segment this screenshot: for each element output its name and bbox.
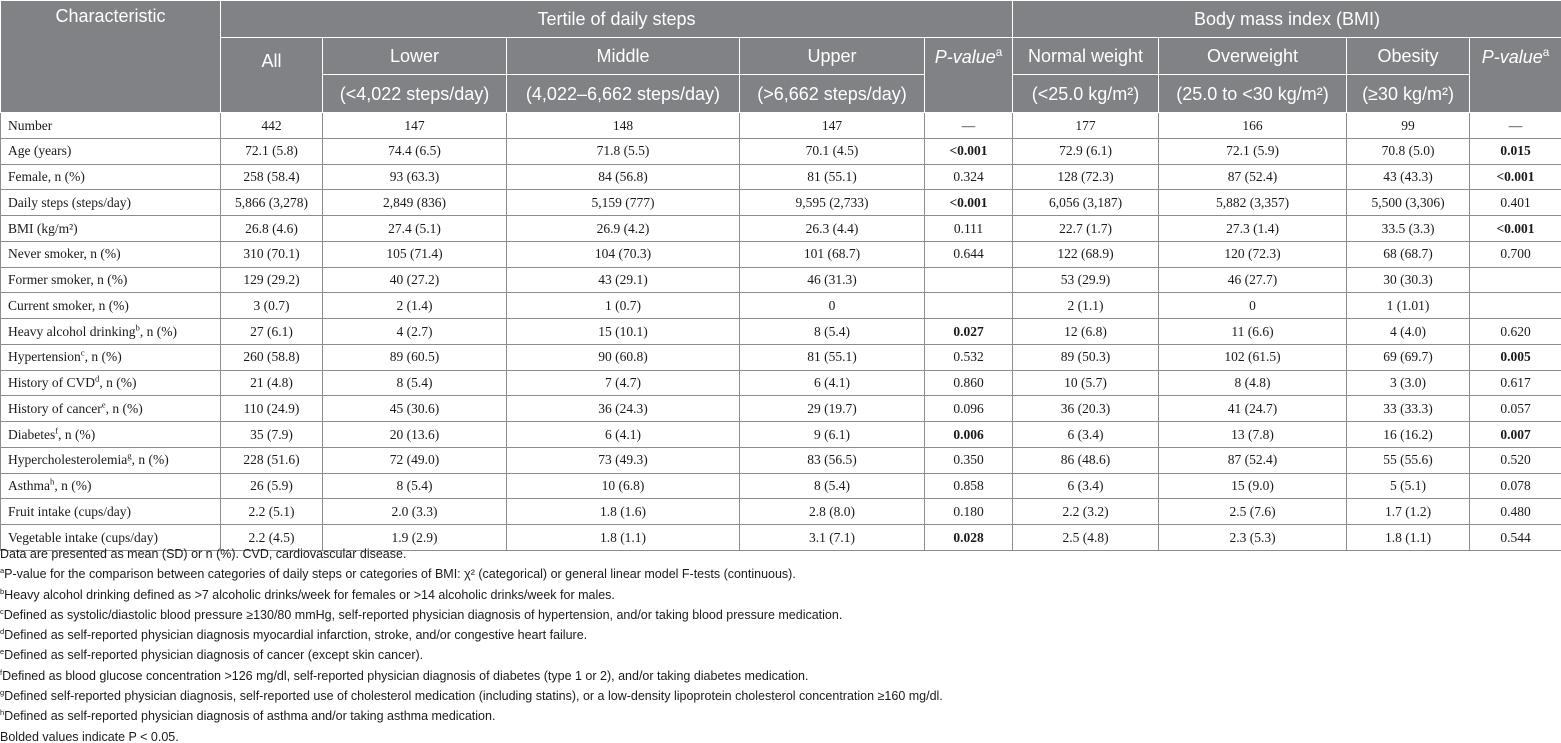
footnote-mark: f [55, 425, 59, 436]
cell-lower: 8 (5.4) [323, 473, 507, 499]
cell-obesity: 43 (43.3) [1347, 164, 1470, 190]
cell-p-steps: 0.028 [925, 525, 1013, 551]
cell-p-bmi: 0.401 [1470, 190, 1561, 216]
p-value-footnote-mark: a [1542, 46, 1550, 59]
cell-p-bmi: 0.005 [1470, 344, 1561, 370]
cell-middle: 26.9 (4.2) [507, 216, 740, 242]
cell-upper: 81 (55.1) [740, 164, 925, 190]
row-label-tail: , n (%) [84, 349, 122, 365]
cell-lower: 147 [323, 113, 507, 139]
cell-all: 129 (29.2) [221, 267, 323, 293]
cell-all: 258 (58.4) [221, 164, 323, 190]
footnote-mark: e [101, 399, 106, 410]
cell-lower: 93 (63.3) [323, 164, 507, 190]
cell-p-steps: <0.001 [925, 190, 1013, 216]
cell-lower: 20 (13.6) [323, 422, 507, 448]
cell-lower: 40 (27.2) [323, 267, 507, 293]
cell-all: 110 (24.9) [221, 396, 323, 422]
cell-obesity: 68 (68.7) [1347, 241, 1470, 267]
header-p-value-bmi [1470, 38, 1561, 113]
footnote [0, 544, 1561, 564]
footnote [0, 686, 1561, 706]
row-label [1, 473, 221, 499]
cell-normal: 128 (72.3) [1013, 164, 1159, 190]
cell-normal: 2.2 (3.2) [1013, 499, 1159, 525]
cell-all: 27 (6.1) [221, 319, 323, 345]
cell-p-bmi: 0.057 [1470, 396, 1561, 422]
cell-p-bmi [1470, 267, 1561, 293]
cell-all: 26.8 (4.6) [221, 216, 323, 242]
cell-all: 5,866 (3,278) [221, 190, 323, 216]
cell-overweight: 2.5 (7.6) [1159, 499, 1347, 525]
cell-all: 442 [221, 113, 323, 139]
table-row [1, 499, 1561, 525]
table-row [1, 190, 1561, 216]
header-obesity: Obesity [1347, 38, 1470, 75]
cell-obesity: 1 (1.01) [1347, 293, 1470, 319]
table-row [1, 422, 1561, 448]
cell-overweight: 166 [1159, 113, 1347, 139]
table-row [1, 267, 1561, 293]
cell-middle: 1.8 (1.1) [507, 525, 740, 551]
cell-lower: 4 (2.7) [323, 319, 507, 345]
cell-p-steps: <0.001 [925, 138, 1013, 164]
footnote-mark: h [0, 708, 5, 718]
cell-upper: 9 (6.1) [740, 422, 925, 448]
footnote-text: Heavy alcohol drinking defined as >7 alcoholic drinks/week for females or >14 alcoholic drinks/week for males. [4, 587, 615, 602]
cell-overweight: 87 (52.4) [1159, 447, 1347, 473]
cell-overweight: 72.1 (5.9) [1159, 138, 1347, 164]
table-row [1, 293, 1561, 319]
cell-normal: 6 (3.4) [1013, 473, 1159, 499]
footnote [0, 727, 1561, 743]
row-label [1, 447, 221, 473]
cell-normal: 86 (48.6) [1013, 447, 1159, 473]
table-body [1, 113, 1561, 551]
cell-overweight: 102 (61.5) [1159, 344, 1347, 370]
cell-p-bmi: 0.015 [1470, 138, 1561, 164]
cell-middle: 71.8 (5.5) [507, 138, 740, 164]
footnote-mark: h [50, 476, 55, 487]
cell-obesity: 33 (33.3) [1347, 396, 1470, 422]
header-overweight-range: (25.0 to <30 kg/m²) [1159, 75, 1347, 113]
cell-lower: 2.0 (3.3) [323, 499, 507, 525]
cell-obesity: 99 [1347, 113, 1470, 139]
cell-p-steps: 0.532 [925, 344, 1013, 370]
cell-p-steps [925, 267, 1013, 293]
cell-lower: 45 (30.6) [323, 396, 507, 422]
cell-p-steps: 0.644 [925, 241, 1013, 267]
table-row [1, 164, 1561, 190]
footnote-mark: d [0, 627, 5, 637]
cell-p-bmi: — [1470, 113, 1561, 139]
cell-p-steps: 0.027 [925, 319, 1013, 345]
cell-upper: 8 (5.4) [740, 473, 925, 499]
cell-normal: 12 (6.8) [1013, 319, 1159, 345]
row-label [1, 164, 221, 190]
header-upper-range: (>6,662 steps/day) [740, 75, 925, 113]
cell-overweight: 11 (6.6) [1159, 319, 1347, 345]
footnote [0, 605, 1561, 625]
cell-upper: 147 [740, 113, 925, 139]
cell-middle: 73 (49.3) [507, 447, 740, 473]
row-label-text: Diabetes [8, 426, 56, 442]
table-footnotes [0, 544, 1561, 743]
row-label-text: BMI (kg/m²) [8, 220, 78, 236]
cell-overweight: 5,882 (3,357) [1159, 190, 1347, 216]
footnote-mark: b [135, 322, 140, 333]
cell-upper: 0 [740, 293, 925, 319]
footnote [0, 666, 1561, 686]
cell-p-bmi: 0.007 [1470, 422, 1561, 448]
cell-middle: 148 [507, 113, 740, 139]
cell-middle: 15 (10.1) [507, 319, 740, 345]
cell-p-bmi: 0.520 [1470, 447, 1561, 473]
cell-all: 21 (4.8) [221, 370, 323, 396]
cell-upper: 83 (56.5) [740, 447, 925, 473]
p-value-label: P-value [1481, 47, 1543, 67]
cell-normal: 177 [1013, 113, 1159, 139]
cell-obesity: 4 (4.0) [1347, 319, 1470, 345]
cell-p-bmi: 0.617 [1470, 370, 1561, 396]
row-label-tail: , n (%) [105, 400, 143, 416]
cell-p-steps: 0.111 [925, 216, 1013, 242]
cell-p-steps: 0.858 [925, 473, 1013, 499]
cell-middle: 104 (70.3) [507, 241, 740, 267]
cell-p-steps: 0.350 [925, 447, 1013, 473]
cell-normal: 122 (68.9) [1013, 241, 1159, 267]
row-label [1, 113, 221, 139]
cell-upper: 29 (19.7) [740, 396, 925, 422]
row-label [1, 499, 221, 525]
cell-overweight: 15 (9.0) [1159, 473, 1347, 499]
row-label-text: History of CVD [8, 375, 95, 391]
row-label-text: Female, n (%) [8, 169, 85, 185]
footnote-mark: f [0, 667, 3, 677]
row-label [1, 216, 221, 242]
cell-obesity: 1.7 (1.2) [1347, 499, 1470, 525]
table-row [1, 344, 1561, 370]
cell-obesity: 69 (69.7) [1347, 344, 1470, 370]
cell-overweight: 0 [1159, 293, 1347, 319]
cell-lower: 8 (5.4) [323, 370, 507, 396]
cell-p-steps: — [925, 113, 1013, 139]
cell-upper: 70.1 (4.5) [740, 138, 925, 164]
row-label-text: Number [8, 117, 53, 133]
footnote-mark: b [0, 586, 5, 596]
cell-normal: 2 (1.1) [1013, 293, 1159, 319]
cell-normal: 36 (20.3) [1013, 396, 1159, 422]
row-label-text: Never smoker, n (%) [8, 246, 121, 262]
header-lower: Lower [323, 38, 507, 75]
row-label-text: Former smoker, n (%) [8, 272, 128, 288]
cell-normal: 6,056 (3,187) [1013, 190, 1159, 216]
row-label-text: Heavy alcohol drinking [8, 323, 136, 339]
cell-lower: 2,849 (836) [323, 190, 507, 216]
cell-upper: 6 (4.1) [740, 370, 925, 396]
footnote-mark: g [0, 687, 5, 697]
cell-obesity: 70.8 (5.0) [1347, 138, 1470, 164]
header-overweight: Overweight [1159, 38, 1347, 75]
cell-middle: 1.8 (1.6) [507, 499, 740, 525]
table-row [1, 241, 1561, 267]
cell-p-bmi: 0.544 [1470, 525, 1561, 551]
footnote [0, 625, 1561, 645]
footnote-mark: d [95, 373, 100, 384]
cell-lower: 74.4 (6.5) [323, 138, 507, 164]
cell-middle: 1 (0.7) [507, 293, 740, 319]
row-label-tail: , n (%) [54, 478, 92, 494]
cell-all: 72.1 (5.8) [221, 138, 323, 164]
cell-obesity: 30 (30.3) [1347, 267, 1470, 293]
row-label [1, 344, 221, 370]
cell-obesity: 16 (16.2) [1347, 422, 1470, 448]
cell-lower: 1.9 (2.9) [323, 525, 507, 551]
cell-upper: 81 (55.1) [740, 344, 925, 370]
cell-p-bmi: <0.001 [1470, 216, 1561, 242]
cell-upper: 9,595 (2,733) [740, 190, 925, 216]
row-label-text: History of cancer [8, 400, 102, 416]
cell-upper: 3.1 (7.1) [740, 525, 925, 551]
cell-all: 26 (5.9) [221, 473, 323, 499]
cell-normal: 72.9 (6.1) [1013, 138, 1159, 164]
footnote-text: Defined self-reported physician diagnosis, self-reported use of cholesterol medication (including statins), or a low-density lipoprotein cholesterol concentration ≥160 mg/dl. [4, 689, 943, 704]
header-tertile-steps: Tertile of daily steps [221, 1, 1013, 38]
header-normal-range: (<25.0 kg/m²) [1013, 75, 1159, 113]
header-lower-range: (<4,022 steps/day) [323, 75, 507, 113]
cell-obesity: 5 (5.1) [1347, 473, 1470, 499]
cell-p-steps: 0.180 [925, 499, 1013, 525]
cell-lower: 72 (49.0) [323, 447, 507, 473]
row-label-text: Asthma [8, 478, 50, 494]
footnote-text: Defined as blood glucose concentration >126 mg/dl, self-reported physician diagnosis of diabetes (type 1 or 2), and/or taking diabetes medication. [2, 668, 809, 683]
cell-p-bmi: 0.700 [1470, 241, 1561, 267]
cell-all: 35 (7.9) [221, 422, 323, 448]
cell-p-bmi: <0.001 [1470, 164, 1561, 190]
cell-overweight: 27.3 (1.4) [1159, 216, 1347, 242]
table-row [1, 113, 1561, 139]
cell-lower: 2 (1.4) [323, 293, 507, 319]
cell-all: 310 (70.1) [221, 241, 323, 267]
row-label-text: Hypertension [8, 349, 81, 365]
cell-normal: 6 (3.4) [1013, 422, 1159, 448]
header-middle: Middle [507, 38, 740, 75]
cell-p-bmi: 0.620 [1470, 319, 1561, 345]
table-row [1, 396, 1561, 422]
cell-middle: 84 (56.8) [507, 164, 740, 190]
header-normal-weight: Normal weight [1013, 38, 1159, 75]
cell-normal: 22.7 (1.7) [1013, 216, 1159, 242]
cell-normal: 89 (50.3) [1013, 344, 1159, 370]
cell-overweight: 41 (24.7) [1159, 396, 1347, 422]
footnote-text: Defined as self-reported physician diagnosis of asthma and/or taking asthma medication. [4, 709, 496, 724]
cell-all: 260 (58.8) [221, 344, 323, 370]
table-row [1, 319, 1561, 345]
row-label [1, 138, 221, 164]
footnote-text: Defined as self-reported physician diagnosis myocardial infarction, stroke, and/or congestive heart failure. [4, 628, 588, 643]
header-characteristic: Characteristic [1, 1, 221, 113]
footnote-mark: e [0, 647, 5, 657]
cell-middle: 36 (24.3) [507, 396, 740, 422]
row-label-text: Vegetable intake (cups/day) [8, 529, 158, 545]
cell-lower: 105 (71.4) [323, 241, 507, 267]
footnote-mark: c [0, 606, 4, 616]
footnote-mark: c [80, 347, 85, 358]
cell-lower: 27.4 (5.1) [323, 216, 507, 242]
table-row [1, 216, 1561, 242]
footnote [0, 706, 1561, 726]
cell-obesity: 33.5 (3.3) [1347, 216, 1470, 242]
footnote-text: Bolded values indicate P < 0.05. [0, 729, 179, 743]
cell-p-bmi: 0.480 [1470, 499, 1561, 525]
row-label-tail: , n (%) [131, 452, 169, 468]
header-p-value-steps [925, 38, 1013, 113]
footnote-text: Defined as self-reported physician diagnosis of cancer (except skin cancer). [4, 648, 424, 663]
row-label-tail: , n (%) [99, 375, 137, 391]
cell-overweight: 46 (27.7) [1159, 267, 1347, 293]
cell-overweight: 8 (4.8) [1159, 370, 1347, 396]
footnote-text: Defined as systolic/diastolic blood pressure ≥130/80 mmHg, self-reported physician diagnosis of hypertension, and/or taking blood pressure medication. [3, 607, 843, 622]
cell-middle: 7 (4.7) [507, 370, 740, 396]
cell-p-bmi: 0.078 [1470, 473, 1561, 499]
cell-p-steps: 0.006 [925, 422, 1013, 448]
cell-obesity: 55 (55.6) [1347, 447, 1470, 473]
header-bmi: Body mass index (BMI) [1013, 1, 1561, 38]
table-row [1, 138, 1561, 164]
cell-p-steps: 0.324 [925, 164, 1013, 190]
cell-p-steps: 0.860 [925, 370, 1013, 396]
cell-upper: 8 (5.4) [740, 319, 925, 345]
cell-lower: 89 (60.5) [323, 344, 507, 370]
row-label [1, 267, 221, 293]
row-label-text: Hypercholesterolemia [8, 452, 128, 468]
row-label-text: Fruit intake (cups/day) [8, 503, 131, 519]
row-label [1, 396, 221, 422]
cell-normal: 2.5 (4.8) [1013, 525, 1159, 551]
cell-upper: 26.3 (4.4) [740, 216, 925, 242]
cell-p-steps [925, 293, 1013, 319]
table-row [1, 370, 1561, 396]
row-label-text: Current smoker, n (%) [8, 297, 129, 313]
p-value-label: P-value [934, 47, 996, 67]
row-label-text: Age (years) [8, 143, 72, 159]
footnote-mark: g [127, 450, 132, 461]
row-label [1, 422, 221, 448]
row-label [1, 190, 221, 216]
header-upper: Upper [740, 38, 925, 75]
header-obesity-range: (≥30 kg/m²) [1347, 75, 1470, 113]
cell-normal: 53 (29.9) [1013, 267, 1159, 293]
footnote-mark: a [0, 566, 5, 576]
cell-upper: 101 (68.7) [740, 241, 925, 267]
table-row [1, 473, 1561, 499]
cell-middle: 5,159 (777) [507, 190, 740, 216]
footnote [0, 645, 1561, 665]
cell-all: 2.2 (4.5) [221, 525, 323, 551]
row-label [1, 370, 221, 396]
row-label-tail: , n (%) [58, 426, 96, 442]
cell-obesity: 3 (3.0) [1347, 370, 1470, 396]
footnote-text: Data are presented as mean (SD) or n (%). CVD, cardiovascular disease. [0, 547, 407, 561]
cell-middle: 6 (4.1) [507, 422, 740, 448]
header-all: All [221, 38, 323, 113]
cell-overweight: 13 (7.8) [1159, 422, 1347, 448]
table-row [1, 447, 1561, 473]
row-label [1, 241, 221, 267]
footnote-text: P-value for the comparison between categories of daily steps or categories of BMI: χ² (categorical) or general linear model F-tests (continuous). [4, 567, 796, 582]
cell-all: 228 (51.6) [221, 447, 323, 473]
row-label-text: Daily steps (steps/day) [8, 194, 131, 210]
p-value-footnote-mark: a [995, 46, 1003, 59]
header-middle-range: (4,022–6,662 steps/day) [507, 75, 740, 113]
row-label [1, 319, 221, 345]
cell-overweight: 2.3 (5.3) [1159, 525, 1347, 551]
cell-obesity: 1.8 (1.1) [1347, 525, 1470, 551]
cell-obesity: 5,500 (3,306) [1347, 190, 1470, 216]
cell-upper: 46 (31.3) [740, 267, 925, 293]
cell-p-steps: 0.096 [925, 396, 1013, 422]
row-label [1, 293, 221, 319]
cell-all: 2.2 (5.1) [221, 499, 323, 525]
footnote [0, 585, 1561, 605]
cell-middle: 43 (29.1) [507, 267, 740, 293]
cell-p-bmi [1470, 293, 1561, 319]
footnote [0, 564, 1561, 584]
cell-middle: 90 (60.8) [507, 344, 740, 370]
cell-overweight: 87 (52.4) [1159, 164, 1347, 190]
cell-middle: 10 (6.8) [507, 473, 740, 499]
cell-all: 3 (0.7) [221, 293, 323, 319]
cell-upper: 2.8 (8.0) [740, 499, 925, 525]
row-label-tail: , n (%) [139, 323, 177, 339]
cell-normal: 10 (5.7) [1013, 370, 1159, 396]
cell-overweight: 120 (72.3) [1159, 241, 1347, 267]
